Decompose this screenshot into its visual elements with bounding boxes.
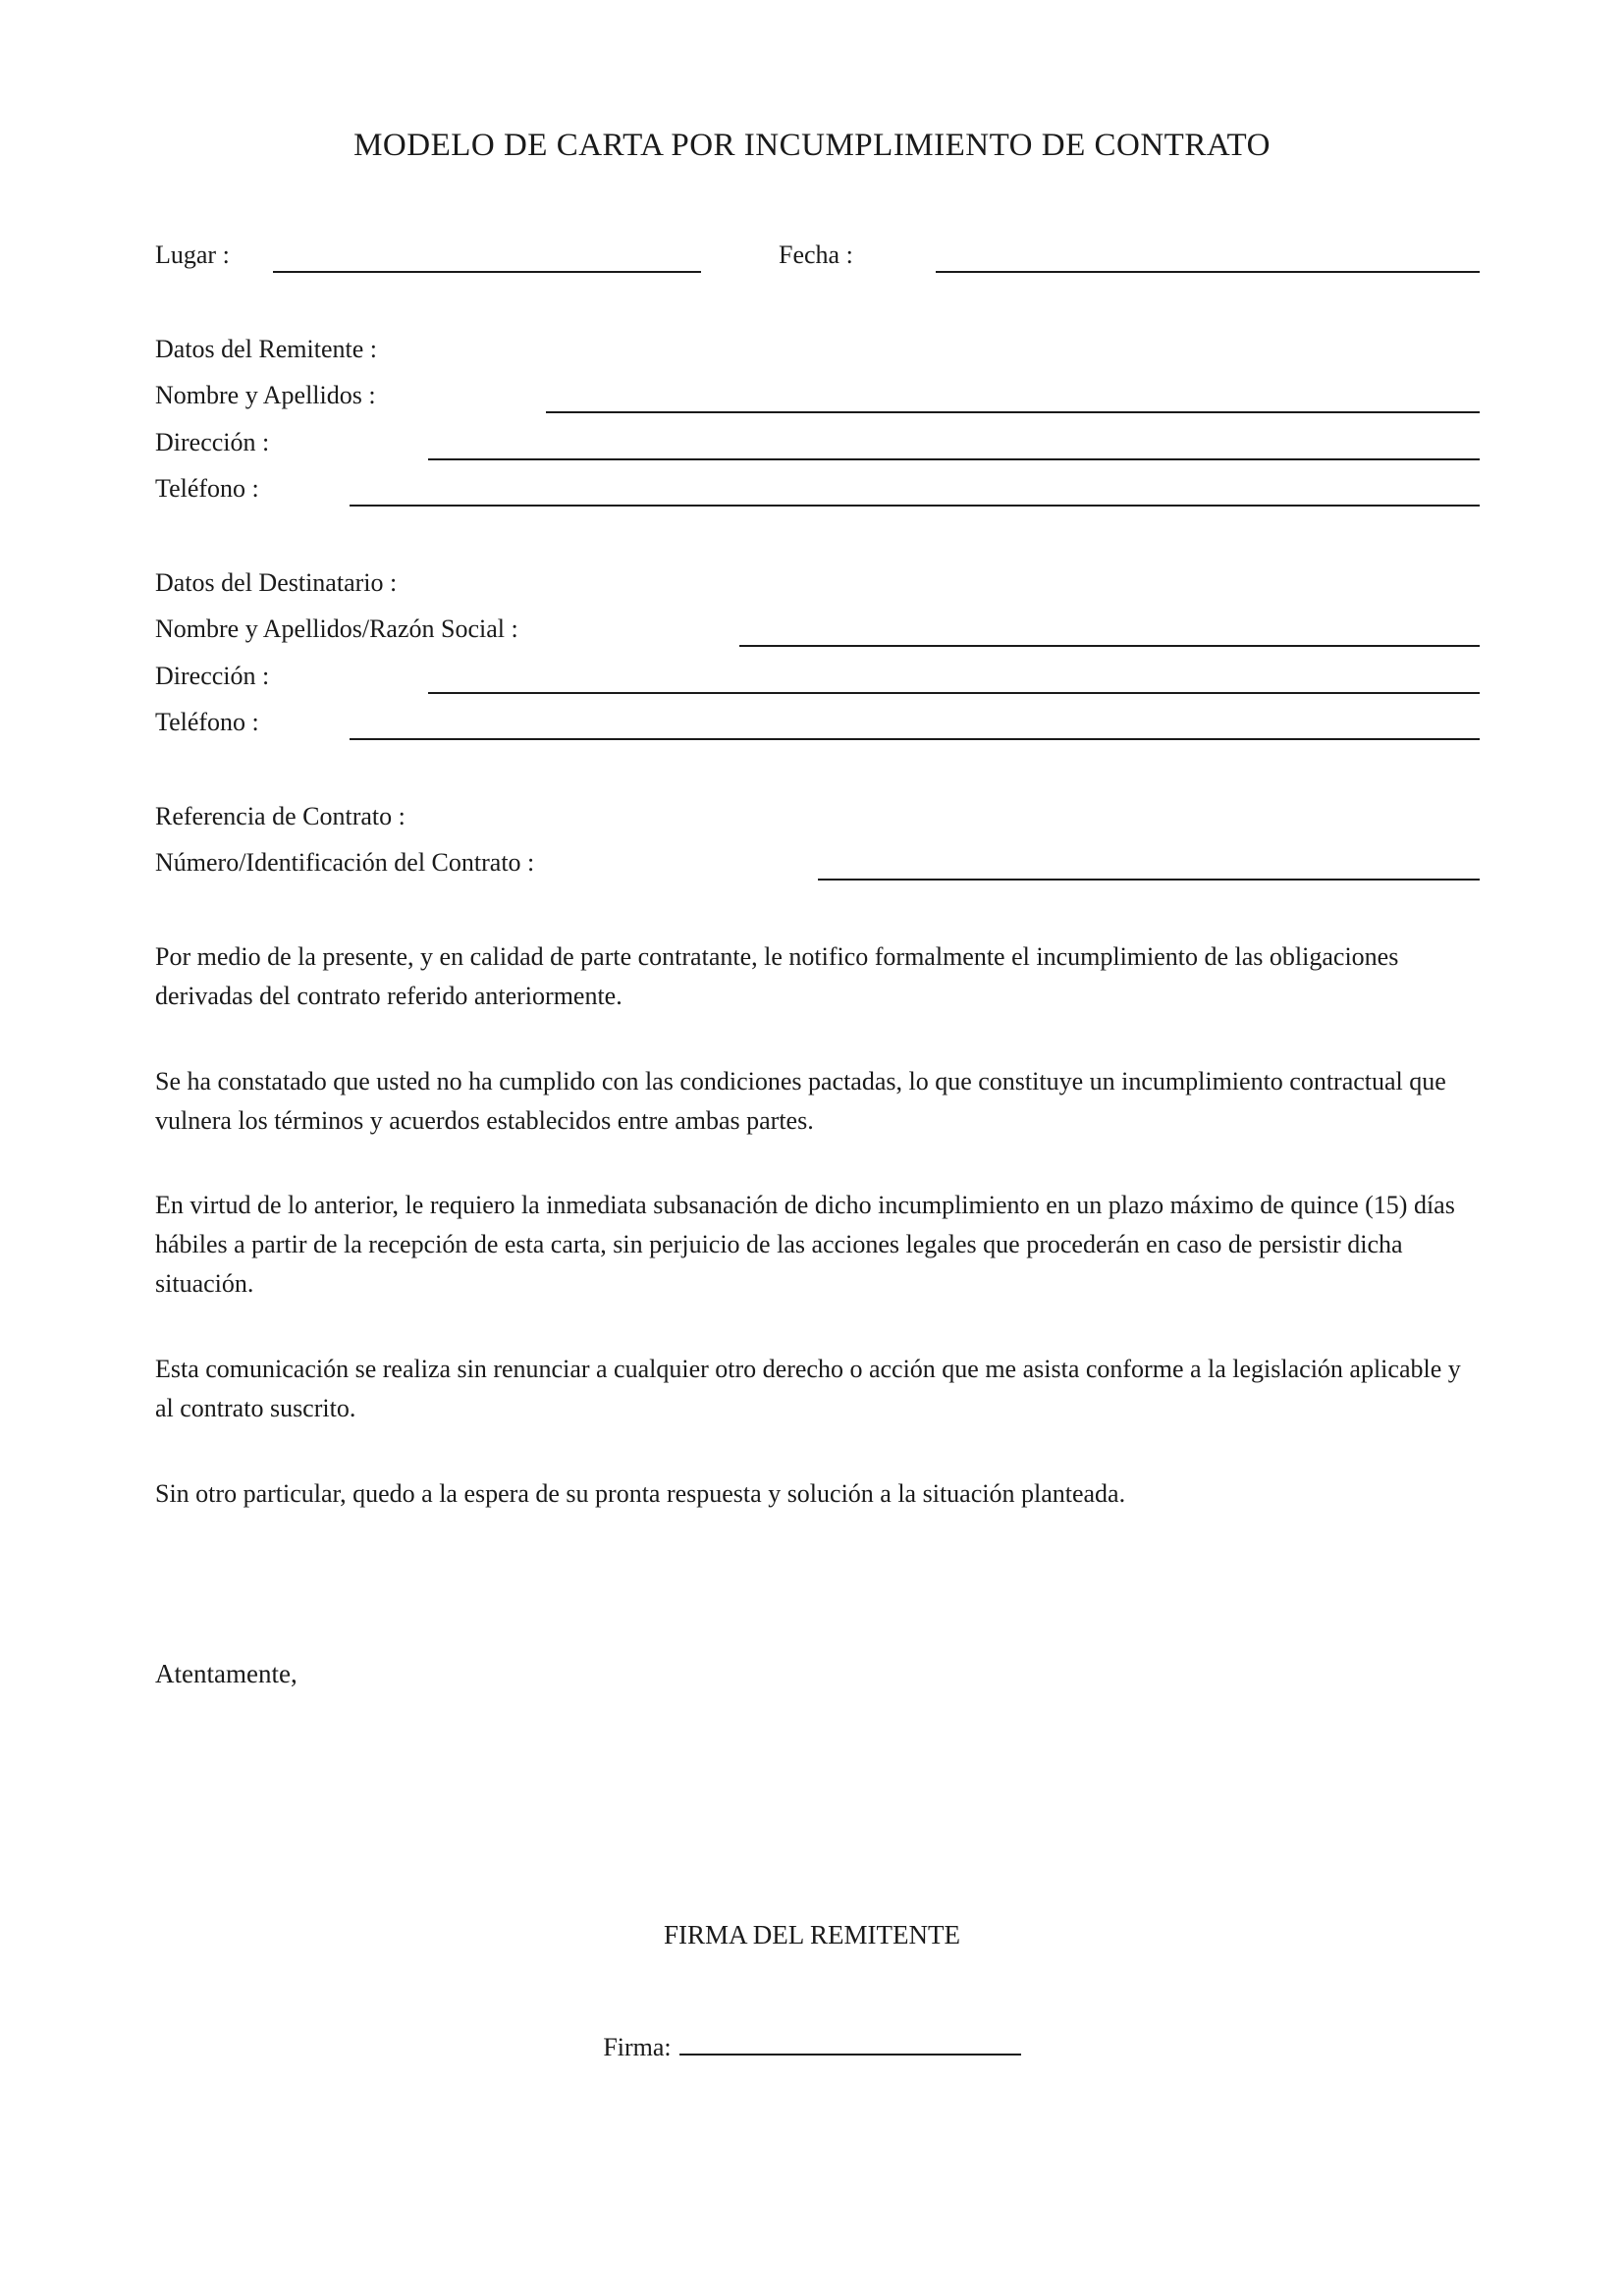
document-title: MODELO DE CARTA POR INCUMPLIMIENTO DE CONTRATO — [353, 128, 1271, 163]
recipient-name-field[interactable] — [739, 645, 1480, 647]
recipient-phone-field[interactable] — [350, 738, 1480, 740]
sender-name-label: Nombre y Apellidos : — [155, 381, 376, 409]
body-paragraph-1 — [155, 937, 1471, 1016]
signature-field[interactable] — [679, 2030, 1021, 2056]
contract-number-label: Número/Identificación del Contrato : — [155, 848, 535, 877]
body-paragraph-2 — [155, 1062, 1471, 1141]
sender-phone-field[interactable] — [350, 505, 1480, 507]
sender-address-label: Dirección : — [155, 428, 270, 456]
recipient-address-field[interactable] — [428, 692, 1480, 694]
recipient-address-label: Dirección : — [155, 662, 270, 690]
recipient-heading: Datos del Destinatario : — [155, 568, 398, 597]
paragraph-text: Por medio de la presente, y en calidad de parte contratante, le notifico formalmente el incumplimiento de las obligaciones derivadas del contrato referido anteriormente. — [155, 942, 1399, 1010]
contract-number-field[interactable] — [818, 879, 1480, 881]
date-field[interactable] — [936, 271, 1480, 273]
recipient-name-label: Nombre y Apellidos/Razón Social : — [155, 614, 518, 643]
place-field[interactable] — [273, 271, 701, 273]
signature-heading: FIRMA DEL REMITENTE — [664, 1920, 960, 1949]
sender-address-field[interactable] — [428, 458, 1480, 460]
place-label: Lugar : — [155, 240, 230, 269]
sender-phone-label: Teléfono : — [155, 474, 259, 503]
paragraph-text: Esta comunicación se realiza sin renunciar a cualquier otro derecho o acción que me asista conforme a la legislación aplicable y al contrato suscrito. — [155, 1355, 1461, 1422]
contract-heading: Referencia de Contrato : — [155, 802, 406, 830]
paragraph-text: Sin otro particular, quedo a la espera de su pronta respuesta y solución a la situación planteada. — [155, 1479, 1126, 1508]
signature-row — [0, 2030, 1624, 2063]
recipient-phone-label: Teléfono : — [155, 708, 259, 736]
body-paragraph-4 — [155, 1350, 1471, 1428]
signature-label: Firma: — [603, 2033, 672, 2061]
paragraph-text: Se ha constatado que usted no ha cumplido con las condiciones pactadas, lo que constituye un incumplimiento contractual que vulnera los términos y acuerdos establecidos entre ambas partes. — [155, 1067, 1446, 1135]
body-paragraph-5 — [155, 1474, 1471, 1514]
sender-heading: Datos del Remitente : — [155, 335, 378, 363]
sender-name-field[interactable] — [546, 411, 1480, 413]
date-label: Fecha : — [779, 240, 853, 269]
body-paragraph-3 — [155, 1186, 1471, 1304]
paragraph-text: En virtud de lo anterior, le requiero la inmediata subsanación de dicho incumplimiento en un plazo máximo de quince (15) días hábiles a partir de la recepción de esta carta, sin perjuicio de las acciones legales que procederán en caso de persistir dicha situación. — [155, 1191, 1455, 1298]
closing-text: Atentamente, — [155, 1659, 298, 1688]
